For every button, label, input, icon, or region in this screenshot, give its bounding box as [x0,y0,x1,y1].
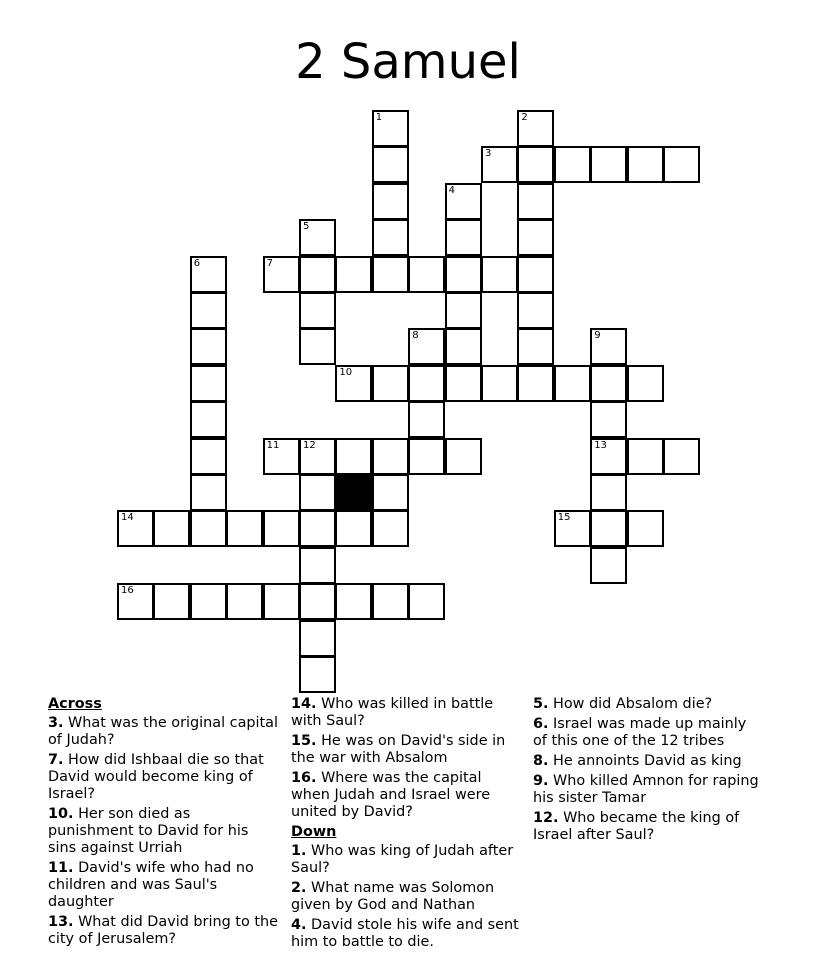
clue-text: Who was killed in battle with Saul? [291,696,494,729]
grid-cell[interactable] [372,183,409,220]
grid-cell[interactable] [299,547,336,584]
grid-cell-blocked [335,474,372,511]
grid-cell[interactable] [590,438,627,475]
grid-cell[interactable] [627,146,664,183]
grid-cell[interactable] [190,583,227,620]
page-title: 2 Samuel [295,34,521,90]
cell-number: 2 [521,112,528,123]
clue-item [533,716,763,750]
clue-number: 4. [291,917,307,933]
clue-number: 10. [48,806,74,822]
clue-text: Her son died as punishment to David for his sins against Urriah [48,806,249,856]
grid-cell[interactable] [117,510,154,547]
grid-cell[interactable] [481,256,518,293]
grid-cell[interactable] [663,146,700,183]
clue-number: 12. [533,810,559,826]
grid-cell[interactable] [190,474,227,511]
down-clue-list [291,843,523,951]
grid-cell[interactable] [590,474,627,511]
grid-cell[interactable] [445,256,482,293]
grid-cell[interactable] [190,292,227,329]
grid-cell[interactable] [372,365,409,402]
cell-number: 12 [303,439,316,451]
clues-column-2 [291,696,523,954]
grid-cell[interactable] [263,438,300,475]
clue-number: 5. [533,696,549,712]
grid-cell[interactable] [190,256,227,293]
grid-cell[interactable] [517,183,554,220]
grid-cell[interactable] [517,365,554,402]
cell-number: 8 [412,330,419,342]
clue-number: 13. [48,914,74,930]
grid-cell[interactable] [299,620,336,657]
clue-item [48,860,280,911]
grid-cell[interactable] [408,438,445,475]
grid-cell[interactable] [190,510,227,547]
grid-cell[interactable] [299,219,336,256]
across-clue-list-continued [291,696,523,821]
clue-text: Israel was made up mainly of this one of the 12 tribes [533,716,747,749]
grid-cell[interactable] [445,183,482,220]
grid-cell[interactable] [299,656,336,693]
grid-cell[interactable] [190,401,227,438]
clue-item [48,806,280,857]
grid-cell[interactable] [517,328,554,365]
clue-item [291,843,523,877]
grid-cell[interactable] [372,146,409,183]
grid-cell[interactable] [372,583,409,620]
grid-cell[interactable] [299,328,336,365]
grid-cell[interactable] [554,365,591,402]
grid-cell[interactable] [517,292,554,329]
clue-item [533,753,763,770]
clue-text: How did Ishbaal die so that David would become king of Israel? [48,752,264,802]
grid-cell[interactable] [517,146,554,183]
grid-cell[interactable] [335,365,372,402]
clue-number: 16. [291,770,317,786]
cell-number: 6 [193,257,201,269]
cell-number: 5 [303,221,310,233]
grid-cell[interactable] [226,583,263,620]
grid-cell[interactable] [590,510,627,547]
clue-text: Who killed Amnon for raping his sister Tamar [533,773,759,806]
grid-cell[interactable] [517,110,554,147]
grid-cell[interactable] [481,365,518,402]
clue-text: What did David bring to the city of Jerusalem? [48,914,278,947]
cell-number: 4 [448,184,455,196]
grid-cell[interactable] [590,365,627,402]
grid-cell[interactable] [627,365,664,402]
grid-cell[interactable] [663,438,700,475]
clue-text: He was on David's side in the war with Absalom [291,733,506,766]
clue-item [533,696,763,713]
cell-number: 16 [121,585,134,597]
grid-cell[interactable] [590,401,627,438]
grid-cell[interactable] [517,219,554,256]
cell-number: 1 [375,112,383,123]
grid-cell[interactable] [408,328,445,365]
clue-number: 1. [291,843,307,859]
clue-text: What was the original capital of Judah? [48,715,278,748]
clue-number: 7. [48,752,64,768]
grid-cell[interactable] [299,256,336,293]
clue-text: Where was the capital when Judah and Israel were united by David? [291,770,491,820]
grid-cell[interactable] [299,438,336,475]
grid-cell[interactable] [372,474,409,511]
grid-cell[interactable] [372,510,409,547]
grid-cell[interactable] [153,583,190,620]
grid-cell[interactable] [299,292,336,329]
grid-cell[interactable] [226,510,263,547]
clue-text: How did Absalom die? [548,696,713,712]
grid-cell[interactable] [445,328,482,365]
grid-cell[interactable] [190,438,227,475]
across-clue-list [48,715,280,948]
cell-number: 7 [266,257,273,269]
grid-cell[interactable] [445,438,482,475]
grid-cell[interactable] [299,474,336,511]
grid-cell[interactable] [117,583,154,620]
clue-text: What name was Solomon given by God and Nathan [291,880,495,913]
clue-text: David stole his wife and sent him to battle to die. [291,917,519,950]
cell-number: 14 [121,512,134,524]
grid-cell[interactable] [335,438,372,475]
grid-cell[interactable] [372,110,409,147]
grid-cell[interactable] [590,328,627,365]
grid-cell[interactable] [190,365,227,402]
across-header: Across [48,696,102,712]
clue-item [291,733,523,767]
clue-item [48,715,280,749]
grid-cell[interactable] [263,583,300,620]
clue-number: 11. [48,860,74,876]
grid-cell[interactable] [408,365,445,402]
grid-cell[interactable] [299,583,336,620]
grid-cell[interactable] [335,583,372,620]
clue-item [291,880,523,914]
grid-cell[interactable] [408,256,445,293]
grid-cell[interactable] [408,401,445,438]
clue-text: Who was king of Judah after Saul? [291,843,514,876]
clue-item [291,917,523,951]
grid-cell[interactable] [372,256,409,293]
clue-text: Who became the king of Israel after Saul? [533,810,740,843]
cell-number: 3 [485,148,492,160]
clue-number: 2. [291,880,307,896]
grid-cell[interactable] [335,256,372,293]
clue-item [291,770,523,821]
cell-number: 15 [557,512,571,524]
clue-number: 8. [533,753,549,769]
clue-item [291,696,523,730]
grid-cell[interactable] [263,510,300,547]
grid-cell[interactable] [153,510,190,547]
clue-item [48,752,280,803]
clue-number: 6. [533,716,549,732]
cell-number: 10 [339,366,353,378]
cell-number: 11 [266,439,280,451]
clues-column-1 [48,696,280,951]
grid-cell[interactable] [372,219,409,256]
grid-cell[interactable] [445,219,482,256]
grid-cell[interactable] [445,365,482,402]
grid-cell[interactable] [335,510,372,547]
grid-cell[interactable] [408,583,445,620]
grid-cell[interactable] [554,510,591,547]
clue-item [533,773,763,807]
clue-item [48,914,280,948]
grid-cell[interactable] [372,438,409,475]
grid-cell[interactable] [481,146,518,183]
clue-item [533,810,763,844]
cell-number: 13 [594,439,607,451]
grid-cell[interactable] [590,547,627,584]
grid-cell[interactable] [299,510,336,547]
grid-cell[interactable] [263,256,300,293]
clue-number: 15. [291,733,317,749]
grid-cell[interactable] [627,510,664,547]
down-clue-list-continued [533,696,763,844]
grid-cell[interactable] [445,292,482,329]
clue-text: David's wife who had no children and was Saul's daughter [48,860,254,910]
cell-number: 9 [594,330,601,342]
clue-text: He annoints David as king [548,753,742,769]
clues-column-3 [533,696,763,847]
grid-cell[interactable] [590,146,627,183]
clue-number: 3. [48,715,64,731]
grid-cell[interactable] [190,328,227,365]
grid-cell[interactable] [627,438,664,475]
grid-cell[interactable] [554,146,591,183]
clue-number: 14. [291,696,317,712]
grid-cell[interactable] [517,256,554,293]
clue-number: 9. [533,773,549,789]
down-header: Down [291,824,337,840]
